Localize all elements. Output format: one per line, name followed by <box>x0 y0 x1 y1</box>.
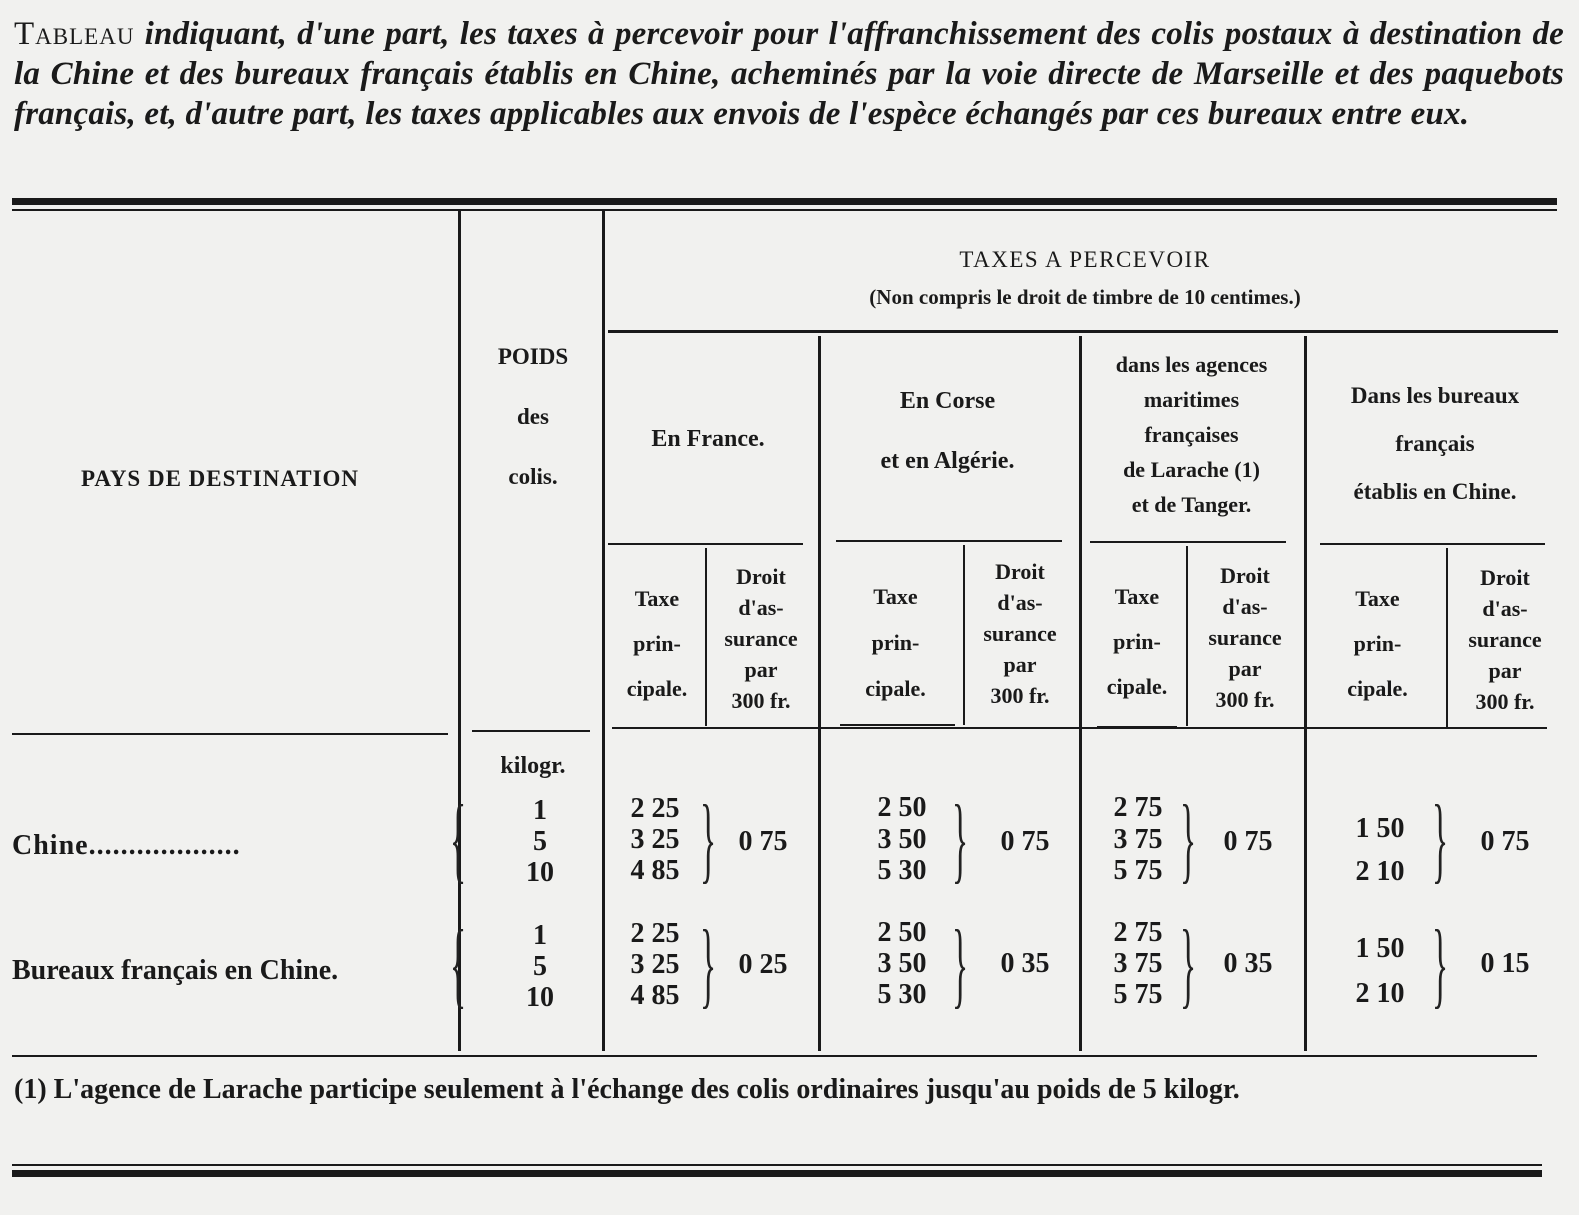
top-rule-thin <box>12 209 1557 211</box>
divider-agences-sub <box>1186 546 1188 726</box>
header-poids: POIDS des colis. <box>497 344 569 489</box>
header-corse-droit: Droit d'as- surance par 300 fr. <box>983 559 1057 708</box>
header-taxes-subtitle: (Non compris le droit de timbre de 10 centimes.) <box>869 285 1301 309</box>
header-group-france: En France. <box>651 426 765 452</box>
row-bureaux-corse-taxe-5: 3 50 <box>877 948 927 979</box>
row-bureaux-france-taxe-1: 2 25 <box>630 918 680 949</box>
header-bottom-rule-poids <box>472 730 590 732</box>
header-pays-de-destination: PAYS DE DESTINATION <box>80 466 360 491</box>
row-chine-agences-taxe-1: 2 75 <box>1113 792 1163 823</box>
row-chine-bureaux-taxe-1: 1 50 <box>1355 813 1405 844</box>
header-france-droit: Droit d'as- surance par 300 fr. <box>724 564 798 713</box>
caption-lead: Tableau <box>14 16 135 52</box>
taxes-header-rule <box>608 330 1558 333</box>
bottom-rule-thin <box>12 1164 1542 1166</box>
header-group-bureaux: Dans les bureaux français établis en Chine. <box>1350 383 1520 504</box>
header-bureaux-taxe: Taxe prin- cipale. <box>1347 586 1408 701</box>
brace-icon: } <box>1180 785 1197 892</box>
row-chine-corse-droit: 0 75 <box>1000 826 1050 857</box>
header-taxes-title: TAXES A PERCEVOIR <box>959 247 1211 272</box>
row-chine-bureaux-droit: 0 75 <box>1480 826 1530 857</box>
sub-rule-3 <box>1097 726 1177 728</box>
sub-rule-4 <box>1320 727 1435 729</box>
brace-icon: } <box>700 785 717 892</box>
divider-corse-agences <box>1079 336 1082 1051</box>
row-bureaux-corse-droit: 0 35 <box>1000 948 1050 979</box>
divider-bureaux-sub <box>1446 548 1448 728</box>
brace-icon: } <box>1180 910 1197 1017</box>
header-group-agences: dans les agences maritimes françaises de Larache (1) et de Tanger. <box>1115 352 1268 517</box>
row-bureaux-agences-taxe-1: 2 75 <box>1113 917 1163 948</box>
brace-icon: } <box>952 785 969 892</box>
row-bureaux-france-taxe-10: 4 85 <box>630 980 680 1011</box>
header-group-corse: En Corse et en Algérie. <box>880 388 1015 474</box>
corse-group-rule <box>836 540 1062 542</box>
brace-icon: } <box>1432 785 1449 892</box>
row-bureaux-france-droit: 0 25 <box>738 949 788 980</box>
france-group-rule <box>608 543 803 545</box>
row-bureaux-weight-1: 1 <box>533 920 547 951</box>
row-bureaux-weight-5: 5 <box>533 951 547 982</box>
row-chine-weight-1: 1 <box>533 795 547 826</box>
divider-corse-sub <box>963 545 965 725</box>
footnote: (1) L'agence de Larache participe seulement à l'échange des colis ordinaires jusqu'au poids de 5 kilogr. <box>14 1074 1240 1105</box>
row-bureaux-corse-taxe-1: 2 50 <box>877 917 927 948</box>
brace-icon: } <box>1432 910 1449 1017</box>
divider-france-corse <box>818 336 821 1051</box>
row-bureaux-bureaux-droit: 0 15 <box>1480 948 1530 979</box>
row-chine-corse-taxe-10: 5 30 <box>877 855 927 886</box>
sub-rule-1 <box>612 727 700 729</box>
brace-icon: { <box>450 910 467 1017</box>
row-bureaux-country: Bureaux français en Chine. <box>12 955 339 986</box>
row-chine-corse-taxe-1: 2 50 <box>877 792 927 823</box>
row-chine-agences-taxe-10: 5 75 <box>1113 855 1163 886</box>
row-chine-country: Chine................... <box>12 830 241 861</box>
brace-icon: } <box>700 910 717 1017</box>
row-bureaux-france-taxe-5: 3 25 <box>630 949 680 980</box>
row-chine-france-taxe-10: 4 85 <box>630 855 680 886</box>
row-bureaux-agences-taxe-10: 5 75 <box>1113 979 1163 1010</box>
row-chine-agences-taxe-5: 3 75 <box>1113 824 1163 855</box>
row-bureaux-weight-10: 10 <box>526 982 554 1013</box>
row-chine-agences-droit: 0 75 <box>1223 826 1273 857</box>
sub-rule-2 <box>840 724 955 726</box>
row-chine-france-taxe-5: 3 25 <box>630 824 680 855</box>
header-france-taxe: Taxe prin- cipale. <box>626 586 688 701</box>
row-bureaux-corse-taxe-10: 5 30 <box>877 979 927 1010</box>
top-rule-thick <box>12 198 1557 205</box>
divider-france-sub <box>705 548 707 726</box>
header-agences-droit: Droit d'as- surance par 300 fr. <box>1208 563 1282 712</box>
row-chine-corse-taxe-5: 3 50 <box>877 824 927 855</box>
bureaux-group-rule <box>1320 543 1545 545</box>
row-bureaux-agences-droit: 0 35 <box>1223 948 1273 979</box>
table-bottom-rule <box>12 1055 1537 1057</box>
bottom-rule-thick <box>12 1170 1542 1177</box>
agences-group-rule <box>1090 541 1286 543</box>
row-chine-weight-10: 10 <box>526 857 554 888</box>
table-caption <box>14 14 1564 134</box>
row-chine-weight-5: 5 <box>533 826 547 857</box>
brace-icon: } <box>952 910 969 1017</box>
caption-text: indiquant, d'une part, les taxes à percevoir pour l'affranchissement des colis postaux à destination de la Chine et des bureaux français établis en Chine, acheminés par la voie directe de Marseille et des paquebots français, et, d'autre part, les taxes applicables aux envois de l'espèce échangés par ces bureaux entre eux. <box>14 16 1564 132</box>
brace-icon: { <box>450 785 467 892</box>
row-chine-france-droit: 0 75 <box>738 826 788 857</box>
row-bureaux-agences-taxe-5: 3 75 <box>1113 948 1163 979</box>
header-bottom-rule-pays <box>12 733 448 735</box>
row-chine-bureaux-taxe-2: 2 10 <box>1355 856 1405 887</box>
header-corse-taxe: Taxe prin- cipale. <box>865 584 926 701</box>
unit-kilogr: kilogr. <box>500 753 566 779</box>
header-agences-taxe: Taxe prin- cipale. <box>1106 584 1168 699</box>
divider-agences-bureaux <box>1304 336 1307 1051</box>
row-bureaux-bureaux-taxe-1: 1 50 <box>1355 933 1405 964</box>
header-bureaux-droit: Droit d'as- surance par 300 fr. <box>1468 565 1542 714</box>
divider-poids-taxes <box>602 211 605 1051</box>
row-bureaux-bureaux-taxe-2: 2 10 <box>1355 978 1405 1009</box>
row-chine-france-taxe-1: 2 25 <box>630 793 680 824</box>
